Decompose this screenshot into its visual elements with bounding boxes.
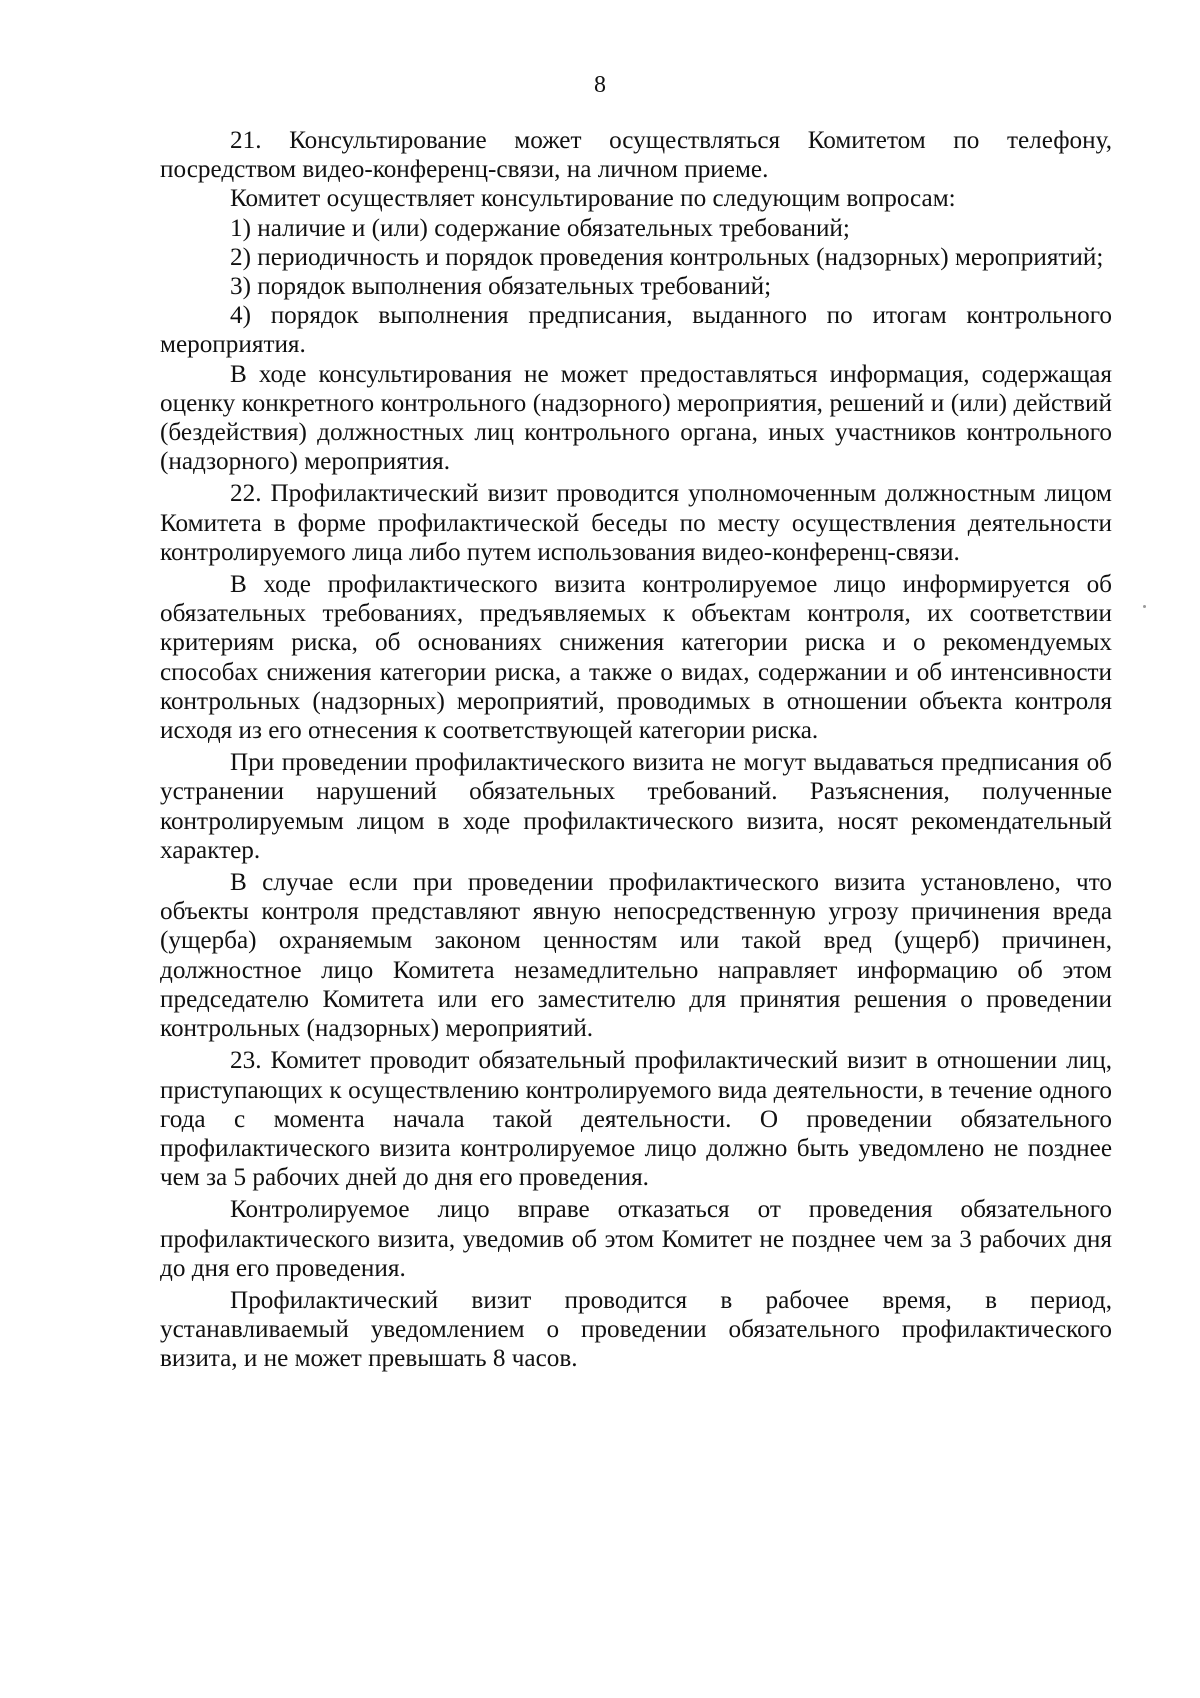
paragraph-21-consulting-channels: 21. Консультирование может осуществляться Комитетом по телефону, посредством видео-конференц-связи, на личном приеме. bbox=[160, 127, 1112, 184]
paragraph-visit-threat-case: В случае если при проведении профилактического визита установлено, что объекты контроля представляют явную непосредственную угрозу причинения вреда (ущерба) охраняемым законом ценностям или такой вред (ущерб) причинен, должностное лицо Комитета незамедлительно направляет информацию об этом председателю Комитета или его заместителю для принятия решения о проведении контрольных (надзорных) мероприятий. bbox=[160, 869, 1112, 1043]
paragraph-visit-duration: Профилактический визит проводится в рабочее время, в период, устанавливаемый уведомлением о проведении обязательного профилактического визита, и не может превышать 8 часов. bbox=[160, 1286, 1112, 1373]
paragraph-visit-no-orders: При проведении профилактического визита не могут выдаваться предписания об устранении нарушений обязательных требований. Разъяснения, полученные контролируемым лицом в ходе профилактического визита, носят рекомендательный характер. bbox=[160, 749, 1112, 864]
paragraph-visit-information: В ходе профилактического визита контролируемое лицо информируется об обязательных требованиях, предъявляемых к объектам контроля, их соответствии критериям риска, об основаниях снижения категории риска и о рекомендуемых способах снижения категории риска, а также о видах, содержании и об интенсивности контрольных (надзорных) мероприятий, проводимых в отношении объекта контроля исходя из его отнесения к соответствующей категории риска. bbox=[160, 571, 1112, 745]
paragraph-consulting-restrictions: В ходе консультирования не может предоставляться информация, содержащая оценку конкретного контрольного (надзорного) мероприятия, решений и (или) действий (бездействия) должностных лиц контрольного органа, иных участников контрольного (надзорного) мероприятия. bbox=[160, 360, 1112, 476]
list-item-1: 1) наличие и (или) содержание обязательных требований; bbox=[230, 214, 850, 242]
paragraph-23-mandatory-visit: 23. Комитет проводит обязательный профилактический визит в отношении лиц, приступающих к осуществлению контролируемого вида деятельности, в течение одного года с момента начала такой деятельности. О проведении обязательного профилактического визита контролируемое лицо должно быть уведомлено не позднее чем за 5 рабочих дней до дня его проведения. bbox=[160, 1047, 1112, 1192]
paragraph-22-preventive-visit: 22. Профилактический визит проводится уполномоченным должностным лицом Комитета в форме профилактической беседы по месту осуществления деятельности контролируемого лица либо путем использования видео-конференц-связи. bbox=[160, 480, 1112, 566]
list-item-4: 4) порядок выполнения предписания, выданного по итогам контрольного мероприятия. bbox=[160, 302, 1112, 359]
document-body bbox=[160, 126, 1112, 1374]
paragraph-consulting-topics-intro: Комитет осуществляет консультирование по следующим вопросам: bbox=[230, 185, 956, 213]
list-item-2: 2) периодичность и порядок проведения контрольных (надзорных) мероприятий; bbox=[230, 243, 1104, 271]
scan-speck bbox=[1143, 605, 1146, 608]
page-number: 8 bbox=[594, 72, 606, 98]
paragraph-refusal-of-visit: Контролируемое лицо вправе отказаться от проведения обязательного профилактического визита, уведомив об этом Комитет не позднее чем за 3 рабочих дня до дня его проведения. bbox=[160, 1196, 1112, 1282]
list-item-3: 3) порядок выполнения обязательных требований; bbox=[230, 273, 772, 301]
